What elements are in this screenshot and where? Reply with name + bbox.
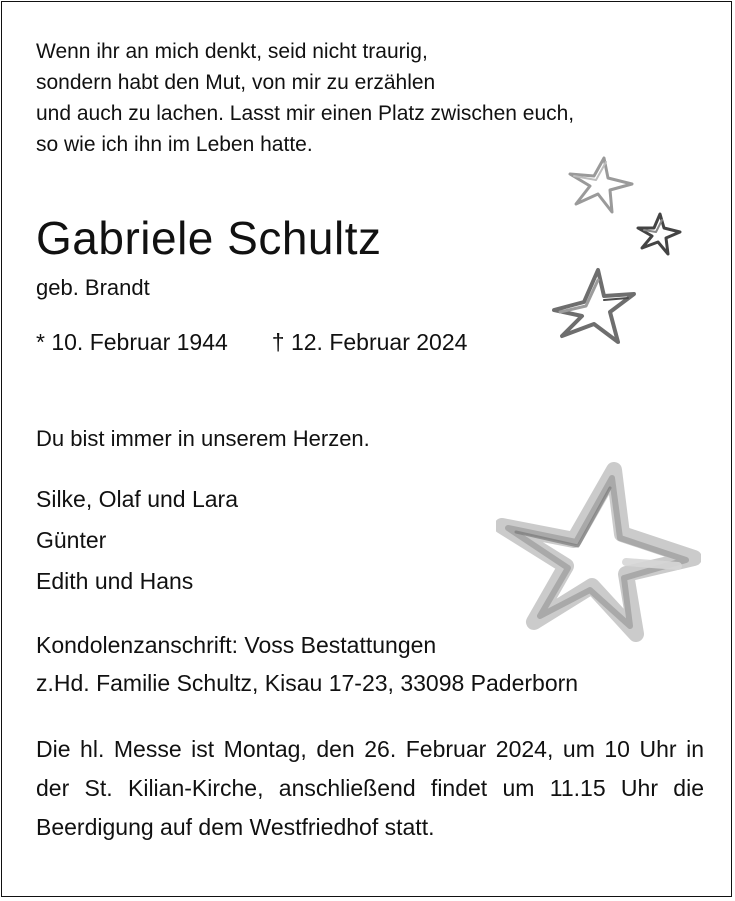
star-icon — [496, 462, 701, 642]
mourner: Edith und Hans — [36, 568, 194, 594]
poem-line: so wie ich ihn im Leben hatte. — [36, 133, 313, 156]
motto: Du bist immer in unserem Herzen. — [36, 426, 370, 451]
star-icon — [566, 154, 636, 216]
condolence-line: Kondolenzanschrift: Voss Bestattungen — [36, 632, 437, 658]
obituary-notice — [1, 1, 732, 897]
life-dates — [36, 325, 467, 359]
star-icon — [634, 212, 684, 256]
mass-notice: Die hl. Messe ist Montag, den 26. Februar 2024, um 10 Uhr in der St. Kilian-Kirche, anschließend findet um 11.15 Uhr die Beerdigung auf dem Westfriedhof statt. — [36, 736, 704, 840]
birth-date: * 10. Februar 1944 — [36, 329, 228, 355]
poem-line: und auch zu lachen. Lasst mir einen Platz zwischen euch, — [36, 102, 575, 125]
birth-name: geb. Brandt — [36, 275, 150, 300]
poem-line: Wenn ihr an mich denkt, seid nicht traurig, — [36, 40, 428, 63]
star-icon — [548, 266, 640, 346]
mourner: Silke, Olaf und Lara — [36, 486, 239, 512]
mourner: Günter — [36, 527, 107, 553]
poem — [36, 36, 574, 160]
mourners-list — [36, 479, 238, 602]
condolence-line: z.Hd. Familie Schultz, Kisau 17-23, 33098 Paderborn — [36, 670, 579, 696]
deceased-name: Gabriele Schultz — [36, 212, 382, 264]
poem-line: sondern habt den Mut, von mir zu erzählen — [36, 71, 436, 94]
death-date: † 12. Februar 2024 — [271, 329, 468, 355]
